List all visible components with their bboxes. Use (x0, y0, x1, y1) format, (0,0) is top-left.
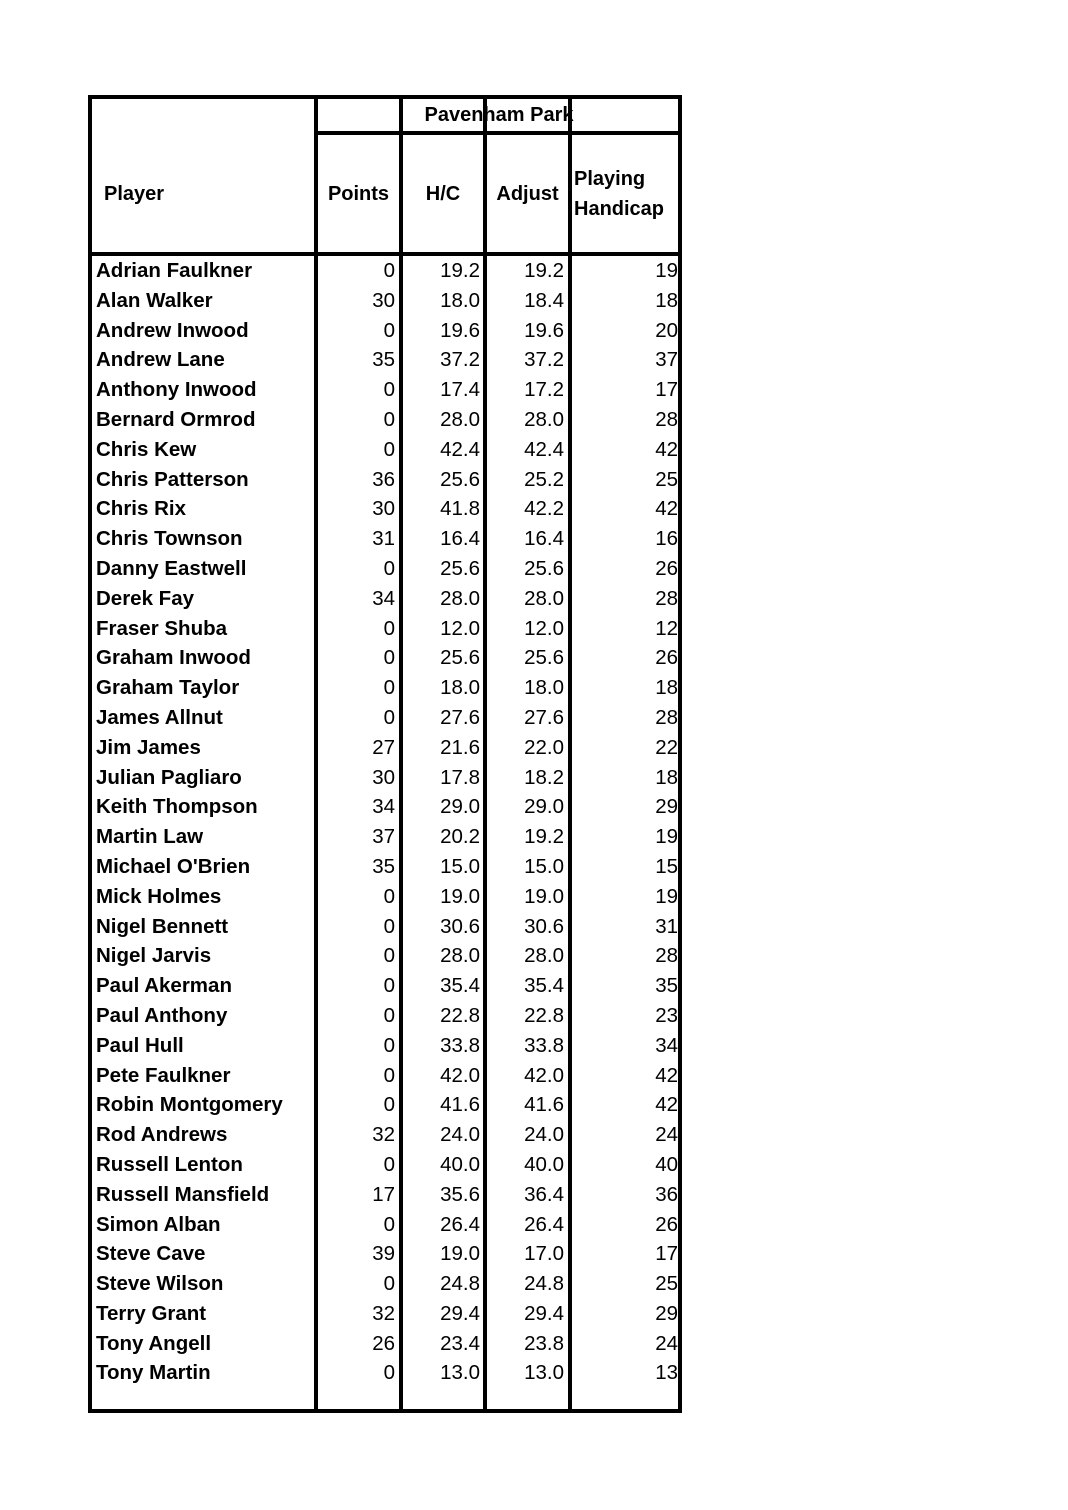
hc-value: 19.2 (440, 259, 480, 282)
player-name: Nigel Bennett (96, 914, 229, 938)
points-value: 0 (383, 378, 395, 402)
points-value: 17 (372, 1182, 395, 1206)
points-value: 0 (383, 259, 395, 282)
table-row (92, 1329, 678, 1359)
player-name: Simon Alban (96, 1212, 221, 1236)
hc-value: 22.8 (440, 1003, 480, 1027)
player-name: Graham Taylor (96, 676, 240, 700)
playing-handicap-value: 34 (655, 1033, 678, 1057)
adjust-value: 33.8 (524, 1033, 564, 1057)
table-row (92, 1031, 678, 1061)
points-value: 27 (372, 735, 395, 759)
adjust-value: 42.4 (524, 437, 564, 461)
points-value: 0 (383, 556, 395, 580)
points-value: 26 (372, 1331, 395, 1355)
points-value: 0 (383, 1093, 395, 1117)
playing-handicap-value: 36 (655, 1182, 678, 1206)
playing-handicap-value: 28 (655, 705, 678, 729)
hc-value: 17.4 (440, 378, 480, 402)
points-value: 0 (383, 974, 395, 998)
adjust-value: 12.0 (524, 616, 564, 640)
playing-handicap-value: 42 (655, 497, 678, 521)
hc-value: 24.0 (440, 1123, 480, 1147)
playing-handicap-value: 24 (655, 1331, 678, 1355)
points-value: 32 (372, 1123, 395, 1147)
player-name: Russell Lenton (96, 1152, 243, 1176)
player-name: Michael O'Brien (96, 854, 251, 878)
points-value: 39 (372, 1242, 395, 1266)
adjust-value: 19.2 (524, 259, 564, 282)
playing-handicap-value: 13 (655, 1361, 678, 1385)
player-name: Danny Eastwell (96, 556, 247, 580)
handicap-table (88, 95, 682, 1413)
hc-value: 33.8 (440, 1033, 480, 1057)
hc-value: 35.4 (440, 974, 480, 998)
adjust-value: 30.6 (524, 914, 564, 938)
points-value: 0 (383, 616, 395, 640)
hc-value: 28.0 (440, 407, 480, 431)
adjust-value: 19.6 (524, 318, 564, 342)
table-row (92, 316, 678, 346)
adjust-value: 25.6 (524, 556, 564, 580)
player-name: Pete Faulkner (96, 1063, 231, 1087)
hc-value: 27.6 (440, 705, 480, 729)
adjust-value: 40.0 (524, 1152, 564, 1176)
adjust-value: 26.4 (524, 1212, 564, 1236)
hc-value: 15.0 (440, 854, 480, 878)
player-name: Terry Grant (96, 1301, 207, 1325)
player-name: Jim James (96, 735, 201, 759)
hc-value: 18.0 (440, 288, 480, 312)
playing-handicap-value: 25 (655, 1272, 678, 1296)
player-name: Paul Hull (96, 1033, 184, 1057)
table-row (92, 1120, 678, 1150)
playing-handicap-value: 40 (655, 1152, 678, 1176)
header-line: Playing (574, 168, 646, 190)
adjust-value: 35.4 (524, 974, 564, 998)
player-name: Steve Cave (96, 1242, 206, 1266)
points-value: 0 (383, 1063, 395, 1087)
table-row (92, 703, 678, 733)
table-row (92, 733, 678, 763)
adjust-value: 29.4 (524, 1301, 564, 1325)
adjust-value: 29.0 (524, 795, 564, 819)
playing-handicap-value: 19 (655, 259, 678, 282)
table-row (92, 554, 678, 584)
hc-value: 30.6 (440, 914, 480, 938)
player-name: Chris Townson (96, 527, 243, 551)
player-name: Chris Patterson (96, 467, 249, 491)
table-row (92, 1061, 678, 1091)
playing-handicap-value: 17 (655, 378, 678, 402)
points-value: 30 (372, 288, 395, 312)
playing-handicap-value: 20 (655, 318, 678, 342)
hc-value: 41.6 (440, 1093, 480, 1117)
table-row (92, 1358, 678, 1388)
column-header-hc: H/C (425, 182, 461, 205)
playing-handicap-value: 42 (655, 1093, 678, 1117)
hc-value: 21.6 (440, 735, 480, 759)
points-value: 30 (372, 765, 395, 789)
points-value: 35 (372, 854, 395, 878)
table-row (92, 792, 678, 822)
table-row (92, 1180, 678, 1210)
points-value: 32 (372, 1301, 395, 1325)
points-value: 0 (383, 1272, 395, 1296)
table-row (92, 941, 678, 971)
adjust-value: 25.2 (524, 467, 564, 491)
player-name: Mick Holmes (96, 884, 222, 908)
playing-handicap-value: 18 (655, 765, 678, 789)
hc-value: 25.6 (440, 646, 480, 670)
player-name: Martin Law (96, 825, 204, 849)
table-row (92, 465, 678, 495)
venue-title: Pavenham Park (424, 103, 574, 126)
adjust-value: 42.2 (524, 497, 564, 521)
adjust-value: 18.4 (524, 288, 564, 312)
player-name: Andrew Inwood (96, 318, 249, 342)
table-row (92, 375, 678, 405)
adjust-value: 28.0 (524, 944, 564, 968)
hc-value: 25.6 (440, 556, 480, 580)
playing-handicap-value: 29 (655, 1301, 678, 1325)
hc-value: 19.0 (440, 884, 480, 908)
table-row (92, 345, 678, 375)
adjust-value: 15.0 (524, 854, 564, 878)
playing-handicap-value: 24 (655, 1123, 678, 1147)
player-name: Tony Martin (96, 1361, 211, 1385)
points-value: 0 (383, 944, 395, 968)
player-name: Chris Rix (96, 497, 186, 521)
playing-handicap-value: 18 (655, 288, 678, 312)
adjust-value: 18.0 (524, 676, 564, 700)
player-name: Tony Angell (96, 1331, 212, 1355)
table-body (92, 256, 678, 1388)
points-value: 34 (372, 586, 395, 610)
player-name: Rod Andrews (96, 1123, 228, 1147)
points-value: 34 (372, 795, 395, 819)
playing-handicap-value: 42 (655, 437, 678, 461)
adjust-value: 36.4 (524, 1182, 564, 1206)
hc-value: 24.8 (440, 1272, 480, 1296)
adjust-value: 27.6 (524, 705, 564, 729)
points-value: 0 (383, 1212, 395, 1236)
hc-value: 28.0 (440, 944, 480, 968)
table-row (92, 1001, 678, 1031)
column-header-adjust: Adjust (496, 182, 559, 205)
playing-handicap-value: 28 (655, 944, 678, 968)
column-header-points: Points (327, 182, 390, 205)
playing-handicap-value: 18 (655, 676, 678, 700)
adjust-value: 37.2 (524, 348, 564, 372)
points-value: 0 (383, 1152, 395, 1176)
adjust-value: 19.0 (524, 884, 564, 908)
player-name: Bernard Ormrod (96, 407, 256, 431)
table-row (92, 643, 678, 673)
points-value: 0 (383, 676, 395, 700)
hc-value: 28.0 (440, 586, 480, 610)
playing-handicap-value: 29 (655, 795, 678, 819)
playing-handicap-value: 12 (655, 616, 678, 640)
column-header-playing-handicap (574, 135, 680, 253)
adjust-value: 23.8 (524, 1331, 564, 1355)
player-name: Chris Kew (96, 437, 197, 461)
table-row (92, 435, 678, 465)
table-row (92, 882, 678, 912)
points-value: 0 (383, 407, 395, 431)
hc-value: 17.8 (440, 765, 480, 789)
table-row (92, 912, 678, 942)
hc-value: 23.4 (440, 1331, 480, 1355)
table-row (92, 494, 678, 524)
playing-handicap-value: 17 (655, 1242, 678, 1266)
player-name: James Allnut (96, 705, 223, 729)
hc-value: 35.6 (440, 1182, 480, 1206)
hc-value: 12.0 (440, 616, 480, 640)
adjust-value: 28.0 (524, 586, 564, 610)
hc-value: 41.8 (440, 497, 480, 521)
hc-value: 16.4 (440, 527, 480, 551)
player-name: Graham Inwood (96, 646, 251, 670)
points-value: 36 (372, 467, 395, 491)
player-name: Steve Wilson (96, 1272, 224, 1296)
player-name: Paul Anthony (96, 1003, 228, 1027)
points-value: 0 (383, 437, 395, 461)
adjust-value: 17.2 (524, 378, 564, 402)
points-value: 0 (383, 318, 395, 342)
hc-value: 37.2 (440, 348, 480, 372)
table-row (92, 1090, 678, 1120)
points-value: 0 (383, 705, 395, 729)
player-name: Alan Walker (96, 288, 213, 312)
table-row (92, 673, 678, 703)
table-row (92, 1210, 678, 1240)
adjust-value: 22.8 (524, 1003, 564, 1027)
points-value: 0 (383, 1361, 395, 1385)
player-name: Andrew Lane (96, 348, 225, 372)
hc-value: 29.4 (440, 1301, 480, 1325)
points-value: 0 (383, 1033, 395, 1057)
player-name: Derek Fay (96, 586, 195, 610)
adjust-value: 17.0 (524, 1242, 564, 1266)
player-name: Russell Mansfield (96, 1182, 270, 1206)
adjust-value: 25.6 (524, 646, 564, 670)
points-value: 0 (383, 914, 395, 938)
hc-value: 18.0 (440, 676, 480, 700)
table-row (92, 584, 678, 614)
points-value: 35 (372, 348, 395, 372)
adjust-value: 24.8 (524, 1272, 564, 1296)
column-header-player: Player (104, 182, 165, 205)
table-row (92, 1299, 678, 1329)
playing-handicap-value: 19 (655, 884, 678, 908)
hc-value: 40.0 (440, 1152, 480, 1176)
player-name: Adrian Faulkner (96, 259, 253, 282)
table-row (92, 286, 678, 316)
hc-value: 29.0 (440, 795, 480, 819)
hc-value: 42.0 (440, 1063, 480, 1087)
table-row (92, 256, 678, 286)
points-value: 31 (372, 527, 395, 551)
points-value: 0 (383, 646, 395, 670)
playing-handicap-value: 22 (655, 735, 678, 759)
player-name: Fraser Shuba (96, 616, 228, 640)
hc-value: 26.4 (440, 1212, 480, 1236)
playing-handicap-value: 42 (655, 1063, 678, 1087)
playing-handicap-value: 31 (655, 914, 678, 938)
playing-handicap-value: 26 (655, 1212, 678, 1236)
points-value: 0 (383, 884, 395, 908)
table-row (92, 852, 678, 882)
adjust-value: 24.0 (524, 1123, 564, 1147)
hc-value: 25.6 (440, 467, 480, 491)
table-row (92, 405, 678, 435)
table-row (92, 524, 678, 554)
adjust-value: 19.2 (524, 825, 564, 849)
playing-handicap-value: 37 (655, 348, 678, 372)
playing-handicap-value: 25 (655, 467, 678, 491)
adjust-value: 42.0 (524, 1063, 564, 1087)
adjust-value: 41.6 (524, 1093, 564, 1117)
points-value: 37 (372, 825, 395, 849)
hc-value: 42.4 (440, 437, 480, 461)
playing-handicap-value: 26 (655, 646, 678, 670)
adjust-value: 22.0 (524, 735, 564, 759)
player-name: Robin Montgomery (96, 1093, 283, 1117)
table-row (92, 1150, 678, 1180)
table-row (92, 763, 678, 793)
hc-value: 13.0 (440, 1361, 480, 1385)
playing-handicap-value: 28 (655, 586, 678, 610)
table-row (92, 1239, 678, 1269)
table-row (92, 1269, 678, 1299)
playing-handicap-value: 15 (655, 854, 678, 878)
adjust-value: 16.4 (524, 527, 564, 551)
playing-handicap-value: 23 (655, 1003, 678, 1027)
table-row (92, 822, 678, 852)
player-name: Nigel Jarvis (96, 944, 212, 968)
player-name: Anthony Inwood (96, 378, 257, 402)
hc-value: 19.0 (440, 1242, 480, 1266)
adjust-value: 13.0 (524, 1361, 564, 1385)
playing-handicap-value: 16 (655, 527, 678, 551)
table-row (92, 971, 678, 1001)
hc-value: 19.6 (440, 318, 480, 342)
player-name: Keith Thompson (96, 795, 258, 819)
player-name: Julian Pagliaro (96, 765, 242, 789)
points-value: 30 (372, 497, 395, 521)
adjust-value: 18.2 (524, 765, 564, 789)
playing-handicap-value: 35 (655, 974, 678, 998)
header-line: Handicap (574, 198, 665, 220)
playing-handicap-value: 28 (655, 407, 678, 431)
table-row (92, 614, 678, 644)
hc-value: 20.2 (440, 825, 480, 849)
player-name: Paul Akerman (96, 974, 232, 998)
playing-handicap-value: 26 (655, 556, 678, 580)
adjust-value: 28.0 (524, 407, 564, 431)
playing-handicap-value: 19 (655, 825, 678, 849)
points-value: 0 (383, 1003, 395, 1027)
